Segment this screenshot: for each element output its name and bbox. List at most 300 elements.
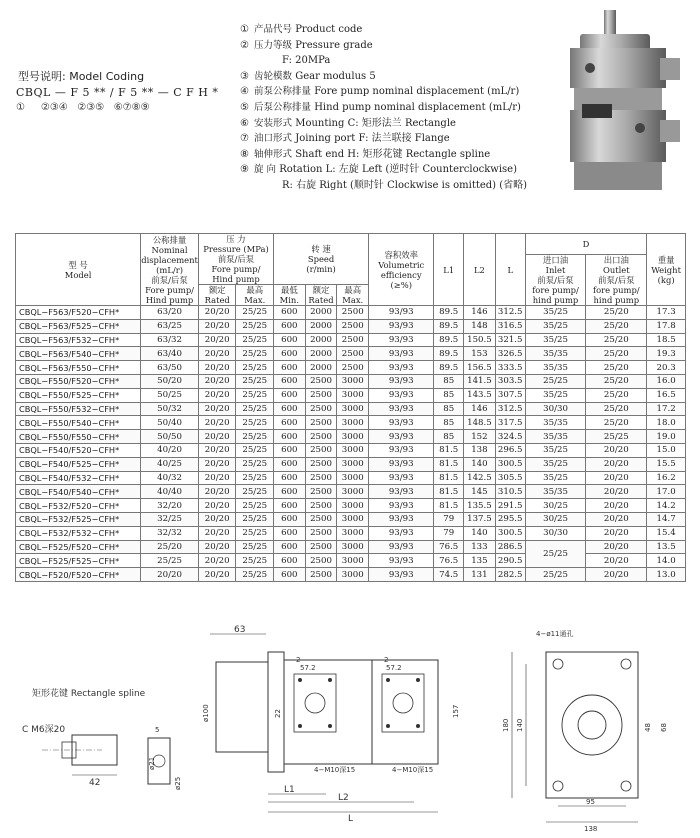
- table-cell: 20/20: [198, 416, 236, 430]
- table-cell: 13.5: [647, 540, 686, 554]
- table-row: [16, 443, 686, 457]
- table-cell: 282.5: [495, 568, 525, 582]
- dim-157: 157: [452, 704, 460, 718]
- table-row: [16, 485, 686, 499]
- side-view-drawing: [196, 622, 496, 822]
- table-cell: 20/20: [198, 388, 236, 402]
- legend-cn: 压力等级: [254, 39, 293, 51]
- table-cell: 25/25: [236, 361, 274, 375]
- th-speed-min: 最低 Min.: [274, 285, 306, 306]
- table-cell: 85: [434, 388, 464, 402]
- dim-180: 180: [502, 718, 510, 732]
- table-cell: 32/20: [141, 499, 199, 513]
- table-cell: 35/25: [525, 319, 586, 333]
- legend-row: [240, 38, 527, 54]
- table-cell: 35/25: [525, 457, 586, 471]
- table-cell: 3000: [337, 457, 369, 471]
- table-cell: 20/20: [198, 471, 236, 485]
- table-cell: CBQL−F550/F520−CFH*: [16, 374, 141, 388]
- legend-num: ④: [240, 86, 249, 98]
- dim-100: ø100: [202, 704, 210, 722]
- table-cell: 76.5: [434, 554, 464, 568]
- table-cell: 20/20: [198, 374, 236, 388]
- table-cell: 600: [274, 374, 306, 388]
- table-cell: 93/93: [369, 512, 434, 526]
- table-cell: 2000: [305, 347, 337, 361]
- table-cell: CBQL−F532/F532−CFH*: [16, 526, 141, 540]
- table-cell: 20/20: [198, 485, 236, 499]
- table-cell: CBQL−F540/F540−CFH*: [16, 485, 141, 499]
- table-cell: 303.5: [495, 374, 525, 388]
- table-cell: 35/25: [525, 471, 586, 485]
- table-cell: 133: [464, 540, 496, 554]
- table-cell: 93/93: [369, 347, 434, 361]
- legend-num: ②: [240, 39, 249, 51]
- table-cell: 333.5: [495, 361, 525, 375]
- dim-l1: L1: [284, 785, 295, 795]
- th-speed-rated: 额定 Rated: [305, 285, 337, 306]
- table-cell: 600: [274, 443, 306, 457]
- table-cell: CBQL−F563/F532−CFH*: [16, 333, 141, 347]
- table-cell: 152: [464, 430, 496, 444]
- table-cell: 600: [274, 512, 306, 526]
- table-cell: 317.5: [495, 416, 525, 430]
- table-row: [16, 416, 686, 430]
- table-cell: CBQL−F563/F540−CFH*: [16, 347, 141, 361]
- table-cell: CBQL−F550/F540−CFH*: [16, 416, 141, 430]
- table-row: [16, 568, 686, 582]
- model-code-index: ① ②③④ ②③⑤ ⑥⑦⑧⑨: [16, 102, 150, 113]
- table-cell: 63/20: [141, 306, 199, 320]
- table-cell: 35/35: [525, 347, 586, 361]
- table-cell: 20/20: [198, 540, 236, 554]
- table-cell: 25/20: [586, 347, 647, 361]
- table-cell: 3000: [337, 540, 369, 554]
- table-cell: 146: [464, 402, 496, 416]
- legend-en: Mounting C: 矩形法兰 Rectangle: [295, 117, 456, 129]
- table-cell: 25/25: [236, 306, 274, 320]
- table-cell: 81.5: [434, 499, 464, 513]
- table-cell: 81.5: [434, 457, 464, 471]
- table-cell: 25/20: [586, 333, 647, 347]
- legend-num: ⑥: [240, 117, 249, 129]
- table-cell: 79: [434, 526, 464, 540]
- legend-cn: 轴伸形式: [254, 148, 293, 160]
- table-row: [16, 319, 686, 333]
- table-row: [16, 402, 686, 416]
- th-l1: L1: [434, 234, 464, 306]
- table-cell: 138: [464, 443, 496, 457]
- th-l: L: [495, 234, 525, 306]
- table-cell: CBQL−F563/F525−CFH*: [16, 319, 141, 333]
- dim-48: 48: [644, 723, 652, 732]
- table-cell: 25/20: [586, 388, 647, 402]
- table-cell: 20/20: [141, 568, 199, 582]
- table-cell: 300.5: [495, 457, 525, 471]
- table-cell: 20/20: [586, 568, 647, 582]
- table-row: [16, 554, 686, 568]
- legend-row: [240, 22, 527, 38]
- th-pressure-max: 最高 Max.: [236, 285, 274, 306]
- table-cell: 20/20: [586, 485, 647, 499]
- table-cell: CBQL−F563/F550−CFH*: [16, 361, 141, 375]
- table-cell: 20/20: [586, 526, 647, 540]
- table-cell: 20/20: [586, 499, 647, 513]
- table-cell: 93/93: [369, 540, 434, 554]
- legend-num: ⑧: [240, 148, 249, 160]
- table-cell: 89.5: [434, 306, 464, 320]
- th-inlet: 进口油 Inlet 前泵/后泵 fore pump/ hind pump: [525, 255, 586, 306]
- table-cell: 146: [464, 306, 496, 320]
- table-cell: 140: [464, 526, 496, 540]
- th-weight: 重量 Weight (kg): [647, 234, 686, 306]
- table-cell: 35/35: [525, 416, 586, 430]
- table-cell: 63/40: [141, 347, 199, 361]
- table-cell: 85: [434, 402, 464, 416]
- table-cell: 35/25: [525, 306, 586, 320]
- table-cell: CBQL−F532/F525−CFH*: [16, 512, 141, 526]
- table-cell: 35/35: [525, 361, 586, 375]
- table-cell: 17.2: [647, 402, 686, 416]
- table-row: [16, 499, 686, 513]
- table-cell: 93/93: [369, 416, 434, 430]
- pump-photo: [560, 8, 684, 198]
- spline-title: 矩形花键 Rectangle spline: [32, 689, 146, 699]
- table-cell: 148.5: [464, 416, 496, 430]
- table-row: [16, 512, 686, 526]
- th-speed: 转 速 Speed (r/min): [274, 234, 369, 285]
- table-cell: 25/25: [586, 430, 647, 444]
- legend-num: ③: [240, 70, 249, 82]
- table-cell: 3000: [337, 568, 369, 582]
- table-cell: 140: [464, 457, 496, 471]
- table-cell: 600: [274, 499, 306, 513]
- table-cell: 3000: [337, 499, 369, 513]
- table-cell: 93/93: [369, 443, 434, 457]
- table-cell: 300.5: [495, 526, 525, 540]
- table-cell: 25/25: [236, 457, 274, 471]
- table-cell: 81.5: [434, 471, 464, 485]
- table-cell: 30/30: [525, 402, 586, 416]
- table-cell: 18.5: [647, 333, 686, 347]
- table-cell: 25/25: [236, 416, 274, 430]
- th-displacement: 公称排量 Nominal displacement (mL/r) 前泵/后泵 Fore pump/ Hind pump: [141, 234, 198, 305]
- table-cell: 89.5: [434, 319, 464, 333]
- table-cell: 93/93: [369, 457, 434, 471]
- table-cell: 324.5: [495, 430, 525, 444]
- table-cell: 2500: [305, 526, 337, 540]
- table-cell: 2500: [305, 485, 337, 499]
- end-view-drawing: [500, 622, 690, 834]
- table-cell: 3000: [337, 554, 369, 568]
- table-cell: 145: [464, 485, 496, 499]
- table-cell: 35/25: [525, 388, 586, 402]
- table-cell: 50/50: [141, 430, 199, 444]
- table-cell: 50/32: [141, 402, 199, 416]
- table-cell: CBQL−F550/F550−CFH*: [16, 430, 141, 444]
- table-cell: 20/20: [198, 512, 236, 526]
- th-l2: L2: [464, 234, 496, 306]
- table-cell: 25/25: [236, 430, 274, 444]
- table-cell: 40/40: [141, 485, 199, 499]
- table-cell: 600: [274, 471, 306, 485]
- legend-row: [240, 84, 527, 100]
- spline-thread: C M6深20: [22, 725, 66, 735]
- legend-en: Product code: [295, 24, 363, 35]
- legend-en: Fore pump nominal displacement (mL/r): [314, 86, 520, 98]
- table-cell: 35/25: [525, 443, 586, 457]
- table-cell: 93/93: [369, 471, 434, 485]
- m10-b: 4−M10深15: [392, 766, 434, 774]
- table-cell: 20/20: [198, 430, 236, 444]
- table-cell: 25/25: [236, 319, 274, 333]
- table-cell: 40/25: [141, 457, 199, 471]
- table-cell: 3000: [337, 374, 369, 388]
- table-cell: 35/35: [525, 430, 586, 444]
- table-cell: 20/20: [586, 471, 647, 485]
- table-cell: 20/20: [198, 306, 236, 320]
- table-cell: 20/20: [586, 457, 647, 471]
- table-cell: 81.5: [434, 485, 464, 499]
- table-cell: 50/25: [141, 388, 199, 402]
- dim-2-b: 2: [384, 656, 389, 664]
- table-cell: 30/25: [525, 499, 586, 513]
- dim-l2: L2: [338, 793, 349, 803]
- table-cell: 93/93: [369, 388, 434, 402]
- table-cell: 85: [434, 374, 464, 388]
- table-cell: 35/35: [525, 485, 586, 499]
- table-cell: 2500: [305, 471, 337, 485]
- table-cell: 25/20: [586, 416, 647, 430]
- legend-cn: 产品代号: [254, 24, 293, 35]
- table-cell: 14.2: [647, 499, 686, 513]
- dim-140: 140: [516, 718, 524, 732]
- table-cell: 20/20: [198, 347, 236, 361]
- table-cell: 600: [274, 457, 306, 471]
- table-cell: 2500: [337, 361, 369, 375]
- table-cell: 81.5: [434, 443, 464, 457]
- spec-table-body: [16, 306, 686, 582]
- table-cell: 15.4: [647, 526, 686, 540]
- table-cell: 291.5: [495, 499, 525, 513]
- table-cell: 2000: [305, 333, 337, 347]
- table-cell: 321.5: [495, 333, 525, 347]
- table-cell: 20/20: [198, 457, 236, 471]
- legend-num: ⑦: [240, 133, 249, 145]
- table-cell: 142.5: [464, 471, 496, 485]
- dim-2-a: 2: [296, 656, 301, 664]
- legend-num: ⑨: [240, 164, 249, 176]
- legend-en: Gear modulus 5: [295, 70, 376, 82]
- legend-en: Rotation L: 左旋 Left (逆时针 Counterclockwise): [279, 164, 517, 176]
- dim-22: 22: [274, 709, 282, 718]
- table-cell: 32/25: [141, 512, 199, 526]
- table-cell: 137.5: [464, 512, 496, 526]
- table-cell: 89.5: [434, 361, 464, 375]
- table-cell: 3000: [337, 443, 369, 457]
- table-cell: 600: [274, 347, 306, 361]
- table-cell: 35/25: [525, 333, 586, 347]
- table-row: [16, 526, 686, 540]
- table-cell: 312.5: [495, 306, 525, 320]
- table-row: [16, 306, 686, 320]
- table-cell: 600: [274, 540, 306, 554]
- table-cell: 17.3: [647, 306, 686, 320]
- table-cell: 3000: [337, 512, 369, 526]
- table-cell: 2500: [305, 443, 337, 457]
- table-cell: 290.5: [495, 554, 525, 568]
- table-row: [16, 347, 686, 361]
- table-cell: 2500: [305, 568, 337, 582]
- table-cell: 3000: [337, 485, 369, 499]
- legend-row: [240, 131, 527, 147]
- table-cell: 25/25: [236, 443, 274, 457]
- dim-57-2-b: 57.2: [386, 664, 402, 672]
- table-row: [16, 374, 686, 388]
- table-cell: 25/25: [525, 374, 586, 388]
- table-cell: 25/25: [236, 526, 274, 540]
- table-cell: 25/25: [236, 512, 274, 526]
- table-cell: 93/93: [369, 568, 434, 582]
- m10-a: 4−M10深15: [314, 766, 356, 774]
- table-cell: 3000: [337, 402, 369, 416]
- table-cell: 25/25: [236, 554, 274, 568]
- table-cell: 63/25: [141, 319, 199, 333]
- table-cell: 2000: [305, 361, 337, 375]
- legend-num: ⑤: [240, 101, 249, 113]
- table-cell: 600: [274, 402, 306, 416]
- table-cell: 3000: [337, 471, 369, 485]
- table-cell: 2500: [337, 319, 369, 333]
- table-cell: 20/20: [198, 319, 236, 333]
- table-cell: 93/93: [369, 499, 434, 513]
- table-cell: 14.0: [647, 554, 686, 568]
- legend-row: [240, 178, 527, 194]
- table-cell: 600: [274, 319, 306, 333]
- dim-68: 68: [660, 723, 668, 732]
- table-cell: 25/25: [236, 485, 274, 499]
- table-cell: CBQL−F540/F532−CFH*: [16, 471, 141, 485]
- table-cell: 93/93: [369, 319, 434, 333]
- legend-en: F: 20MPa: [282, 55, 331, 67]
- table-cell: 148: [464, 319, 496, 333]
- dim-25: ø25: [174, 776, 182, 790]
- legend-row: [240, 162, 527, 178]
- dim-63: 63: [234, 625, 246, 635]
- legend-row: [240, 53, 527, 69]
- table-cell: 150.5: [464, 333, 496, 347]
- table-row: [16, 457, 686, 471]
- table-cell: 600: [274, 485, 306, 499]
- table-cell: 2500: [305, 374, 337, 388]
- table-row: [16, 333, 686, 347]
- spline-drawing: [12, 680, 202, 800]
- table-cell: 600: [274, 361, 306, 375]
- table-cell: 25/25: [236, 471, 274, 485]
- th-pressure: 压 力 Pressure (MPa) 前泵/后泵 Fore pump/ Hind pump: [198, 234, 273, 285]
- table-row: [16, 540, 686, 554]
- table-cell: 18.0: [647, 416, 686, 430]
- model-code-line: CBQL — F 5 ** / F 5 ** — C F H *: [16, 86, 219, 99]
- table-cell: 93/93: [369, 333, 434, 347]
- table-cell: 25/20: [586, 402, 647, 416]
- table-cell: 25/20: [586, 361, 647, 375]
- table-cell: 93/93: [369, 361, 434, 375]
- table-row: [16, 471, 686, 485]
- table-cell: CBQL−F525/F525−CFH*: [16, 554, 141, 568]
- table-cell: 63/32: [141, 333, 199, 347]
- table-cell: 2500: [305, 512, 337, 526]
- spec-table: [15, 233, 686, 582]
- table-cell: 93/93: [369, 554, 434, 568]
- table-cell: 312.5: [495, 402, 525, 416]
- table-cell: 25/25: [525, 568, 586, 582]
- table-cell: 85: [434, 416, 464, 430]
- table-cell: 25/25: [236, 568, 274, 582]
- table-cell: 20/20: [586, 554, 647, 568]
- legend-cn: 油口形式: [254, 133, 293, 145]
- table-cell: 76.5: [434, 540, 464, 554]
- table-cell: 2500: [337, 347, 369, 361]
- table-cell: 2500: [305, 499, 337, 513]
- table-cell: 16.5: [647, 388, 686, 402]
- th-d: D: [525, 234, 647, 255]
- th-model: 型 号 Model: [16, 234, 141, 306]
- table-cell: 14.7: [647, 512, 686, 526]
- table-row: [16, 430, 686, 444]
- dim-l: L: [348, 814, 354, 822]
- table-cell: 2500: [305, 430, 337, 444]
- table-cell: 25/25: [236, 374, 274, 388]
- table-cell: 25/25: [525, 540, 586, 568]
- table-cell: 93/93: [369, 402, 434, 416]
- table-cell: 2500: [305, 416, 337, 430]
- dim-5: 5: [155, 726, 160, 734]
- table-cell: 50/40: [141, 416, 199, 430]
- table-cell: 135: [464, 554, 496, 568]
- table-cell: 307.5: [495, 388, 525, 402]
- table-cell: 20/20: [586, 443, 647, 457]
- table-cell: 16.2: [647, 471, 686, 485]
- table-cell: 20/20: [198, 554, 236, 568]
- table-cell: 20/20: [586, 512, 647, 526]
- table-cell: 3000: [337, 430, 369, 444]
- model-coding-title: 型号说明: Model Coding: [18, 70, 145, 83]
- table-cell: 93/93: [369, 485, 434, 499]
- table-cell: CBQL−F532/F520−CFH*: [16, 499, 141, 513]
- table-cell: 3000: [337, 416, 369, 430]
- legend-cn: 后泵公称排量: [254, 101, 312, 113]
- table-cell: 89.5: [434, 333, 464, 347]
- legend-cn: 前泵公称排量: [254, 86, 312, 98]
- legend-en: R: 右旋 Right (顺时针 Clockwise is omitted) (省略): [282, 179, 528, 191]
- table-cell: 25/25: [236, 402, 274, 416]
- th-speed-max: 最高 Max.: [337, 285, 369, 306]
- legend-row: [240, 116, 527, 132]
- table-cell: 2500: [305, 402, 337, 416]
- legend-num: ①: [240, 24, 249, 35]
- table-cell: CBQL−F540/F525−CFH*: [16, 457, 141, 471]
- table-cell: 326.5: [495, 347, 525, 361]
- legend-cn: 齿轮模数: [254, 70, 293, 82]
- table-cell: 15.0: [647, 443, 686, 457]
- legend-en: Joining port F: 法兰联接 Flange: [295, 133, 450, 145]
- table-cell: 2500: [305, 554, 337, 568]
- table-cell: 600: [274, 430, 306, 444]
- table-cell: 30/30: [525, 526, 586, 540]
- table-cell: 93/93: [369, 526, 434, 540]
- table-cell: 15.5: [647, 457, 686, 471]
